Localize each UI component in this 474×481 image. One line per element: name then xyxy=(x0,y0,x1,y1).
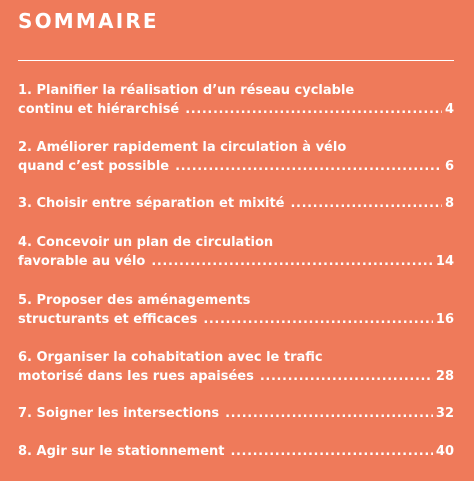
toc-entry-1-title-line-1: 1. Planifier la réalisation d’un réseau cyclable xyxy=(18,83,355,98)
toc-entry-2-page-number: 6 xyxy=(444,159,454,174)
toc-entry-7-page-number: 32 xyxy=(435,406,454,421)
toc-entry-6-title-line-2: motorisé dans les rues apaisées xyxy=(18,369,254,384)
toc-entry-6[interactable] xyxy=(18,348,454,386)
toc-entry-8[interactable] xyxy=(18,442,454,461)
toc-entry-4-title-line-1: 4. Concevoir un plan de circulation xyxy=(18,235,274,250)
dot-leader xyxy=(260,367,433,386)
toc-entry-6-page-number: 28 xyxy=(435,369,454,384)
dot-leader xyxy=(225,404,433,423)
dot-leader xyxy=(203,310,433,329)
toc-entry-4[interactable] xyxy=(18,233,454,271)
toc-entry-1-page-number: 4 xyxy=(444,102,454,117)
table-of-contents xyxy=(18,0,454,481)
toc-entry-7[interactable] xyxy=(18,404,454,423)
toc-entry-3[interactable] xyxy=(18,194,454,213)
dot-leader xyxy=(291,194,442,213)
dot-leader xyxy=(230,442,432,461)
toc-entry-3-title-line-1: 3. Choisir entre séparation et mixité xyxy=(18,196,285,211)
toc-entry-6-title-line-1: 6. Organiser la cohabitation avec le trafic xyxy=(18,350,323,365)
toc-entry-5-page-number: 16 xyxy=(435,312,454,327)
toc-entry-8-page-number: 40 xyxy=(435,444,454,459)
title-divider xyxy=(18,60,454,61)
toc-entry-1-title-line-2: continu et hiérarchisé xyxy=(18,102,180,117)
toc-entry-5[interactable] xyxy=(18,291,454,329)
toc-entry-2[interactable] xyxy=(18,138,454,176)
toc-entry-2-title-line-1: 2. Améliorer rapidement la circulation à vélo xyxy=(18,140,347,155)
dot-leader xyxy=(151,252,433,271)
dot-leader xyxy=(175,157,442,176)
page-title: SOMMAIRE xyxy=(18,9,159,33)
dot-leader xyxy=(185,100,442,119)
toc-entry-4-title-line-2: favorable au vélo xyxy=(18,254,146,269)
toc-entry-5-title-line-2: structurants et efficaces xyxy=(18,312,198,327)
toc-entry-7-title-line-1: 7. Soigner les intersections xyxy=(18,406,220,421)
toc-entry-1[interactable] xyxy=(18,81,454,119)
toc-entry-8-title-line-1: 8. Agir sur le stationnement xyxy=(18,444,225,459)
toc-entry-2-title-line-2: quand c’est possible xyxy=(18,159,170,174)
toc-entry-3-page-number: 8 xyxy=(444,196,454,211)
toc-entry-4-page-number: 14 xyxy=(435,254,454,269)
toc-entry-5-title-line-1: 5. Proposer des aménagements xyxy=(18,293,251,308)
